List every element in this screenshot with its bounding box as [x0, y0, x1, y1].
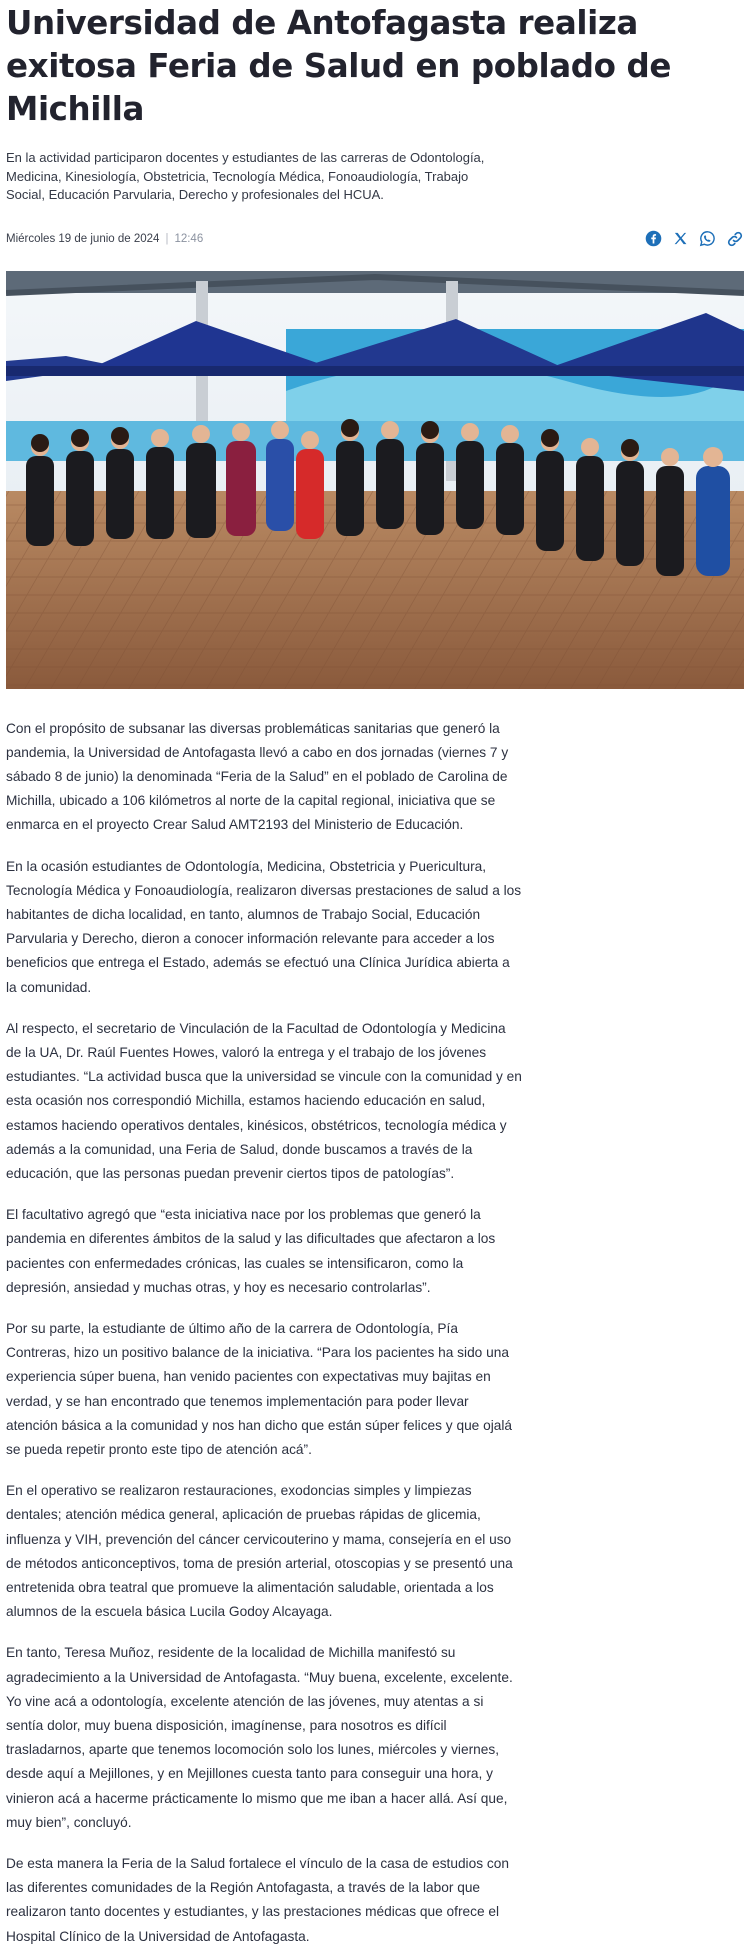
x-icon[interactable] — [671, 229, 690, 248]
article-date: Miércoles 19 de junio de 2024 — [6, 232, 160, 245]
share-bar — [644, 229, 744, 248]
article-paragraph: En tanto, Teresa Muñoz, residente de la localidad de Michilla manifestó su agradecimiento a la Universidad de Antofagasta. “Muy buena, excelente, excelente. Yo vine acá a odontología, excelente atención de las jóvenes, muy atentas a si sentía dolor, muy buena disposición, imagínense, para nosotros es difícil trasladarnos, aparte que tenemos locomoción solo los lunes, miércoles y viernes, desde aquí a Mejillones, y en Mejillones cuesta tanto para conseguir una hora, y vinieron acá a hacerme prácticamente lo mismo que me iban a hacer allá. Así que, muy bien”, concluyó. — [6, 1645, 513, 1830]
article-title: Universidad de Antofagasta realiza exitosa Feria de Salud en poblado de Michilla — [6, 4, 671, 128]
article-photo — [6, 271, 744, 689]
article-body — [6, 717, 524, 1949]
article-paragraph: Con el propósito de subsanar las diversas problemáticas sanitarias que generó la pandemia, la Universidad de Antofagasta llevó a cabo en dos jornadas (viernes 7 y sábado 8 de junio) la denominada “Feria de la Salud” en el poblado de Carolina de Michilla, ubicado a 106 kilómetros al norte de la capital regional, iniciativa que se enmarca en el proyecto Crear Salud AMT2193 del Ministerio de Educación. — [6, 720, 509, 833]
article-meta — [6, 227, 744, 251]
facebook-icon[interactable] — [644, 229, 663, 248]
whatsapp-icon[interactable] — [698, 229, 717, 248]
article-paragraph: Al respecto, el secretario de Vinculación de la Facultad de Odontología y Medicina de la UA, Dr. Raúl Fuentes Howes, valoró la entrega y el trabajo de los jóvenes estudiantes. “La actividad busca que la universidad se vincule con la comunidad y en esta ocasión nos correspondió Michilla, estamos haciendo educación en salud, estamos haciendo operativos dentales, kinésicos, obstétricos, tecnología médica y además a la comunidad, una Feria de Salud, donde buscamos a través de la educación, que las personas puedan prevenir ciertos tipos de patologías”. — [6, 1020, 522, 1181]
article-paragraph: En la ocasión estudiantes de Odontología, Medicina, Obstetricia y Puericultura, Tecnología Médica y Fonoaudiología, realizaron diversas prestaciones de salud a los habitantes de dicha localidad, en tanto, alumnos de Trabajo Social, Educación Parvularia y Derecho, dieron a conocer información relevante para acceder a los beneficios que entrega el Estado, además se efectuó una Clínica Jurídica abierta a la comunidad. — [6, 858, 522, 995]
article-time: 12:46 — [174, 232, 204, 245]
article-date-line — [6, 233, 203, 245]
meta-separator: | — [165, 232, 169, 245]
article-subtitle: En la actividad participaron docentes y estudiantes de las carreras de Odontología, Medicina, Kinesiología, Obstetricia, Tecnología Médica, Fonoaudiología, Trabajo Social, Educación Parvularia, Derecho y profesionales del HCUA. — [6, 150, 485, 202]
article-paragraph: De esta manera la Feria de la Salud fortalece el vínculo de la casa de estudios con las diferentes comunidades de la Región Antofagasta, a través de la labor que realizaron tanto docentes y estudiantes, y las prestaciones médicas que ofrece el Hospital Clínico de la Universidad de Antofagasta. — [6, 1856, 509, 1944]
article-paragraph: Por su parte, la estudiante de último año de la carrera de Odontología, Pía Contreras, hizo un positivo balance de la iniciativa. “Para los pacientes ha sido una experiencia súper buena, han venido pacientes con expectativas muy bajitas en verdad, y se han encontrado que tenemos implementación para poder llevar atención básica a la comunidad y nos han dicho que están súper felices y que ojalá se pueda repetir pronto este tipo de atención acá”. — [6, 1320, 513, 1457]
article-paragraph: El facultativo agregó que “esta iniciativa nace por los problemas que generó la pandemia en diferentes ámbitos de la salud y las dificultades que afectaron a los pacientes con enfermedades crónicas, las cuales se intensificaron, como la depresión, ansiedad y muchas otras, y hoy es necesario controlarlas”. — [6, 1207, 496, 1295]
article-paragraph: En el operativo se realizaron restauraciones, exodoncias simples y limpiezas dentales; atención médica general, aplicación de pruebas rápidas de glicemia, influenza y VIH, prevención del cáncer cervicouterino y mama, consejería en el uso de métodos anticonceptivos, toma de presión arterial, otoscopias y se presentó una entretenida obra teatral que promueve la alimentación saludable, orientada a los alumnos de la escuela básica Lucila Godoy Alcayaga. — [6, 1483, 513, 1620]
link-icon[interactable] — [725, 229, 744, 248]
